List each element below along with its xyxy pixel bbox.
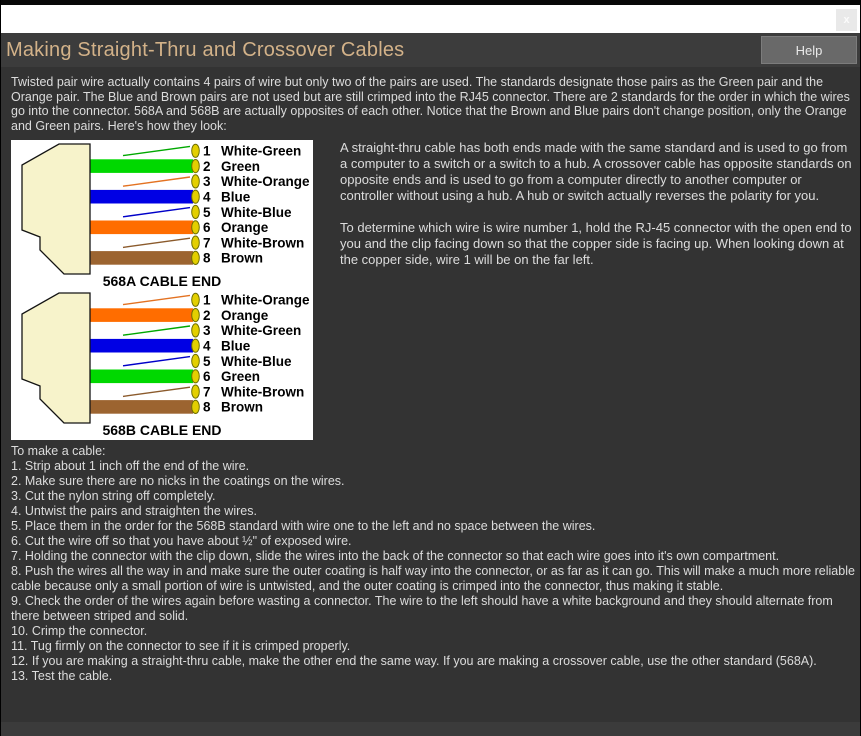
wire-label: Green <box>221 368 261 384</box>
help-button-label: Help <box>795 42 823 58</box>
wire-tip <box>192 236 200 249</box>
instruction-step: 12. If you are making a straight-thru cable, make the other end the same way. If you are making a crossover cable, use the other standard (568A). <box>11 653 817 668</box>
wire-tip <box>192 400 200 413</box>
diagram-caption: 568A CABLE END <box>102 272 222 289</box>
wire-solid <box>89 190 193 204</box>
side-paragraph: A straight-thru cable has both ends made with the same standard and is used to go from a computer to a switch or a switch to a hub. A crossover cable has opposite standards on opposite ends and is used to go from a computer directly to another computer or controller without using a hub. A hub or switch actually reverses the polarity for you. <box>340 139 852 203</box>
wire-stripe <box>123 295 190 304</box>
instruction-step: 1. Strip about 1 inch off the end of the wire. <box>11 458 250 473</box>
wire-stripe <box>123 326 190 335</box>
instruction-step: 5. Place them in the order for the 568B standard with wire one to the left and no space between the wires. <box>11 518 596 533</box>
wire-tip <box>192 205 200 218</box>
wire-label: White-Green <box>221 323 302 339</box>
titlebar <box>1 5 860 33</box>
wire-tip <box>192 308 200 321</box>
wire-number: 5 <box>203 204 211 220</box>
wire-label: Orange <box>221 219 269 235</box>
side-text-column <box>340 140 852 284</box>
help-button[interactable] <box>761 36 857 64</box>
wire-label: Orange <box>221 307 269 323</box>
instruction-step: 6. Cut the wire off so that you have about ½" of exposed wire. <box>11 533 352 548</box>
wire-stripe <box>123 238 190 247</box>
page-header <box>1 33 860 67</box>
cable-diagrams-panel <box>11 140 313 440</box>
wire-tip <box>192 339 200 352</box>
middle-row <box>11 140 852 440</box>
wire-label: White-Green <box>221 143 302 159</box>
window-bottom-edge <box>1 722 860 736</box>
wire-number: 4 <box>203 189 211 205</box>
wire-label: White-Brown <box>221 384 305 400</box>
wire-number: 6 <box>203 368 211 384</box>
wire-number: 8 <box>203 250 211 266</box>
side-paragraph: To determine which wire is wire number 1, hold the RJ-45 connector with the open end to you and the clip facing down so that the copper side is facing up. When looking down at the copper side, wire 1 will be on the far left. <box>340 219 852 267</box>
wire-tip <box>192 251 200 264</box>
wire-solid <box>89 159 193 173</box>
wire-label: Green <box>221 158 261 174</box>
close-button[interactable] <box>836 9 857 31</box>
wire-number: 7 <box>203 235 211 251</box>
instruction-step: 11. Tug firmly on the connector to see if it is crimped properly. <box>11 638 351 653</box>
wire-label: White-Orange <box>221 292 310 308</box>
wire-number: 2 <box>203 158 211 174</box>
wire-tip <box>192 221 200 234</box>
wire-number: 7 <box>203 384 211 400</box>
content-area <box>1 67 860 722</box>
wire-number: 3 <box>203 323 211 339</box>
wire-label: White-Blue <box>221 204 292 220</box>
page-title: Making Straight-Thru and Crossover Cables <box>6 38 405 61</box>
cable-diagram-568a <box>11 141 313 290</box>
wire-tip <box>192 144 200 157</box>
wire-number: 4 <box>203 338 211 354</box>
wire-number: 5 <box>203 353 211 369</box>
wire-tip <box>192 385 200 398</box>
wire-label: Brown <box>221 250 263 266</box>
wire-label: Brown <box>221 399 263 415</box>
wire-stripe <box>123 207 190 216</box>
instruction-step: 3. Cut the nylon string off completely. <box>11 488 216 503</box>
wire-solid <box>89 220 193 234</box>
rj45-connector <box>22 293 90 423</box>
close-icon: x <box>843 14 850 26</box>
instruction-steps <box>11 459 857 684</box>
instruction-step: 7. Holding the connector with the clip down, slide the wires into the back of the connector so that each wire goes into it's own compartment. <box>11 548 780 563</box>
wire-stripe <box>123 356 190 365</box>
wire-label: White-Orange <box>221 174 310 190</box>
instruction-step: 8. Push the wires all the way in and make sure the outer coating is half way into the connector, or as far as it can go. This will make a much more reliable cable because only a small portion of wire is untwisted, and the outer coating is crimped into the connector, thus making it stable. <box>11 563 855 593</box>
intro-paragraph: Twisted pair wire actually contains 4 pairs of wire but only two of the pairs are used. The standards designate those pairs as the Green pair and the Orange pair. The Blue and Brown pairs are not used but are still crimped into the RJ45 connector. There are 2 standards for the order in which the wires go into the connector. 568A and 568B are actually opposites of each other. Notice that the Brown and Blue pairs don't change position, only the Orange and Green pairs. Here's how they look: <box>11 75 850 134</box>
wire-label: Blue <box>221 189 251 205</box>
wire-solid <box>89 339 193 353</box>
wire-label: Blue <box>221 338 251 354</box>
wire-tip <box>192 159 200 172</box>
wire-number: 1 <box>203 143 211 159</box>
wire-tip <box>192 175 200 188</box>
wire-tip <box>192 324 200 337</box>
wire-solid <box>89 251 193 265</box>
wire-number: 1 <box>203 292 211 308</box>
instruction-step: 2. Make sure there are no nicks in the coatings on the wires. <box>11 473 345 488</box>
wire-solid <box>89 369 193 383</box>
wire-label: White-Blue <box>221 353 292 369</box>
wire-tip <box>192 190 200 203</box>
wire-solid <box>89 308 193 322</box>
wire-label: White-Brown <box>221 235 305 251</box>
diagram-caption: 568B CABLE END <box>102 421 222 438</box>
wire-number: 2 <box>203 307 211 323</box>
wire-number: 6 <box>203 219 211 235</box>
wire-tip <box>192 293 200 306</box>
rj45-connector <box>22 144 90 274</box>
wire-solid <box>89 400 193 414</box>
wire-tip <box>192 354 200 367</box>
instruction-step: 13. Test the cable. <box>11 668 113 683</box>
instructions-heading: To make a cable: <box>11 443 106 458</box>
instructions <box>11 444 857 684</box>
instruction-step: 10. Crimp the connector. <box>11 623 148 638</box>
instruction-step: 4. Untwist the pairs and straighten the wires. <box>11 503 257 518</box>
wire-tip <box>192 370 200 383</box>
wire-stripe <box>123 387 190 396</box>
wire-number: 8 <box>203 399 211 415</box>
instruction-step: 9. Check the order of the wires again before wasting a connector. The wire to the left should have a white background and they should alternate from there between striped and solid. <box>11 593 833 623</box>
wire-stripe <box>123 146 190 155</box>
wire-number: 3 <box>203 174 211 190</box>
wire-stripe <box>123 177 190 186</box>
cable-diagram-568b <box>11 290 313 439</box>
